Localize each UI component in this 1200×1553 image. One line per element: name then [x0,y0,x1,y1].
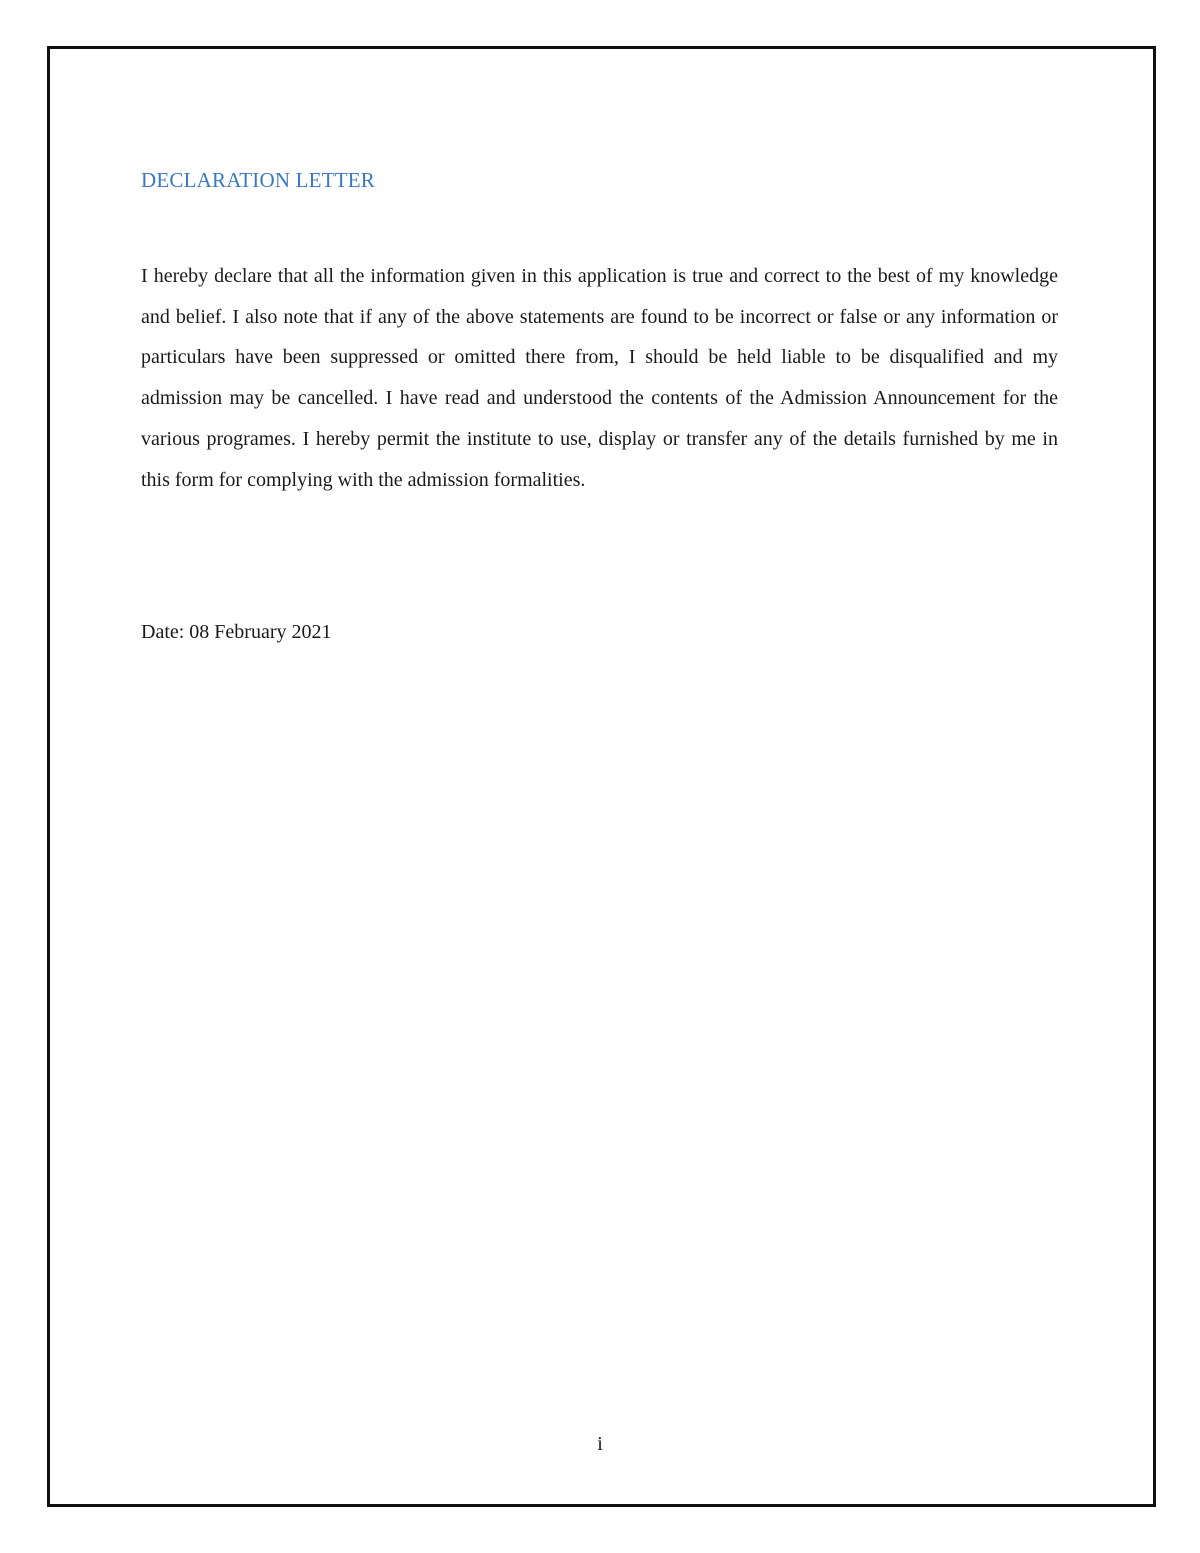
document-title: DECLARATION LETTER [141,168,375,192]
declaration-paragraph: I hereby declare that all the information given in this application is true and correct to the best of my knowledge and belief. I also note that if any of the above statements are found to be incorrect or false or any information or particulars have been suppressed or omitted there from, I should be held liable to be disqualified and my admission may be cancelled. I have read and understood the contents of the Admission Announcement for the various programes. I hereby permit the institute to use, display or transfer any of the details furnished by me in this form for complying with the admission formalities. [141,265,1058,491]
date-line: Date: 08 February 2021 [141,621,332,643]
page-number: i [597,1433,603,1455]
